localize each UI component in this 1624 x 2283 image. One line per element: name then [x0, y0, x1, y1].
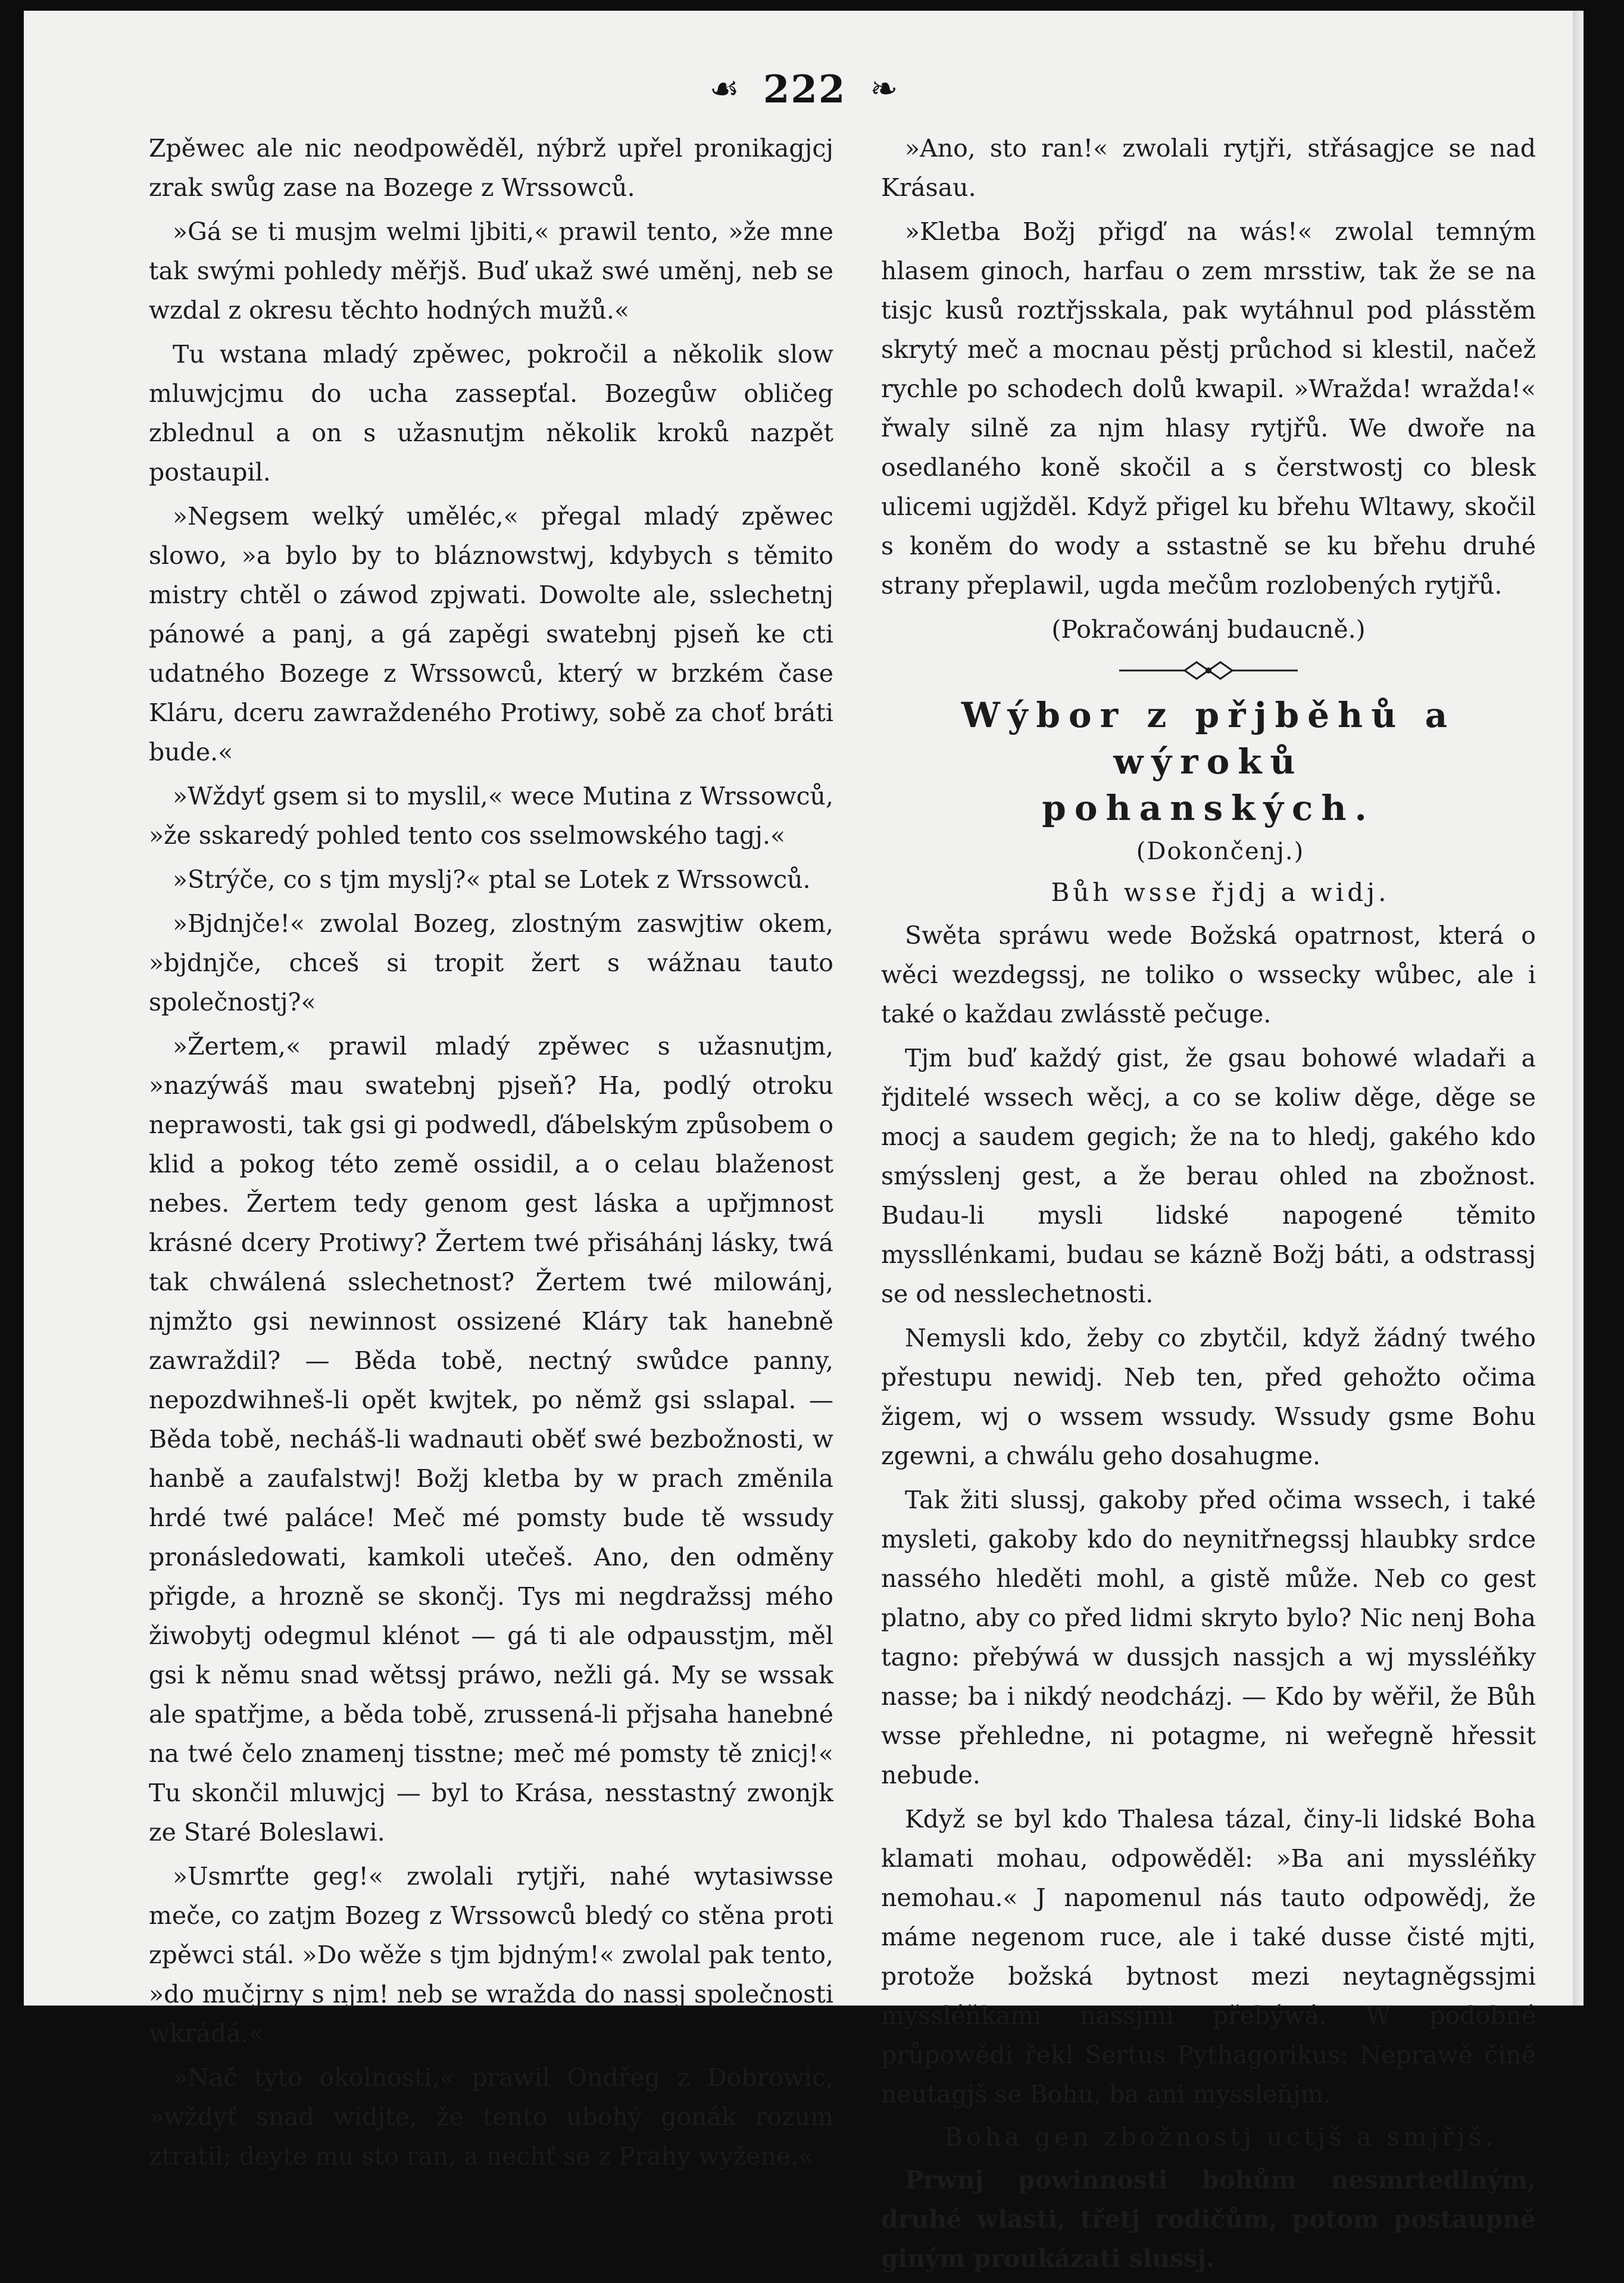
paragraph: »Bjdnjče!« zwolal Bozeg, zlostným zaswjtiw okem, »bjdnjče, chceš si tropit žert s wážnau tauto společnostj?«	[149, 909, 833, 1016]
paragraph: Tak žiti slussj, gakoby před očima wssech, i také mysleti, gakoby kdo do neynitřnegssj hlaubky srdce nassého hleděti mohl, a gistě může. Neb co gest platno, aby co před lidmi skryto bylo? Nic nenj Boha tagno: přebýwá w dussjch nassjch a wj myssléňky nasse; ba i nikdý neodcházj. — Kdo by wěřil, že Bůh wsse přehledne, ni potagme, ni weřegně hřessit nebude.	[881, 1486, 1536, 1789]
paragraph: Když se byl kdo Thalesa tázal, činy-li lidské Boha klamati mohau, odpowěděl: »Ba ani myssléňky nemohau.« J napomenul nás tauto odpowědj, že máme negenom ruce, ale i také dusse čisté mjti, protože božská bytnost mezi neytagněgssjmi myssléňkami nassjmi přebýwá. W podobné průpowědi řekl Sertus Pythagorikus: Neprawě čině neutagjš se Bohu, ba ani myssleňjm.	[881, 1805, 1536, 2109]
paragraph: »Strýče, co s tjm myslj?« ptal se Lotek z Wrssowců.	[173, 865, 811, 894]
section-divider-ornament	[881, 654, 1536, 687]
left-column	[149, 129, 833, 2181]
paragraph: Swěta spráwu wede Božská opatrnost, která o wěci wezdegssj, ne toliko o wssecky wůbec, ale i také o každau zwlásstě pečuge.	[881, 921, 1536, 1028]
section-title	[881, 692, 1536, 831]
motto-heading: Boha gen zbožnostj uctjš a smjřjš.	[944, 2122, 1497, 2151]
section-title-line-1: Wýbor z přjběhů a wýroků	[961, 695, 1456, 782]
paragraph: »Ano, sto ran!« zwolali rytjři, střásagjce se nad Krásau.	[881, 134, 1536, 202]
paragraph: Prwnj powinnosti bohům nesmrtedlným, druhé wlasti, třetj rodičům, potom postaupně giným proukázati slussj.	[881, 2166, 1536, 2273]
right-column	[881, 129, 1536, 2283]
paragraph: Tjm buď každý gist, že gsau bohowé wladaři a řjditelé wssech wěcj, a co se koliw děge, děge se mocj a saudem gegich; že na to hledj, gakého kdo smýsslenj gest, a že berau ohled na zbožnost. Budau-li mysli lidské napogené těmito myssllénkami, budau se kázně Božj báti, a odstrassj se od nesslechetnosti.	[881, 1044, 1536, 1308]
paragraph: »Gá se ti musjm welmi ljbiti,« prawil tento, »že mne tak swými pohledy měřjš. Buď ukaž swé uměnj, neb se wzdal z okresu těchto hodných mužů.«	[149, 217, 833, 325]
page-number: 222	[763, 67, 847, 112]
section-title-line-2: pohanských.	[1042, 788, 1375, 828]
paragraph: »Wždyť gsem si to myslil,« wece Mutina z Wrssowců, »že sskaredý pohled tento cos sselmowského tagj.«	[149, 782, 833, 850]
paragraph: Tu wstana mladý zpěwec, pokročil a několik slow mluwjcjmu do ucha zassepťal. Bozegůw obličeg zblednul a on s užasnutjm několik kroků nazpět postaupil.	[149, 340, 833, 486]
paragraph: Zpěwec ale nic neodpowěděl, nýbrž upřel pronikagjcj zrak swůg zase na Bozege z Wrssowců.	[149, 134, 833, 202]
section-subtitle: (Dokončenj.)	[1136, 838, 1305, 865]
left-ornament-icon: ☙	[709, 70, 739, 108]
paragraph: »Žertem,« prawil mladý zpěwec s užasnutjm, »nazýwáš mau swatebnj pjseň? Ha, podlý otroku neprawosti, tak gsi gi podwedl, ďábelským způsobem o klid a pokog této země ossidil, a o celau blaženost nebes. Žertem tedy genom gest láska a upřjmnost krásné dcery Protiwy? Žertem twé přisáhánj lásky, twá tak chwálená sslechetnost? Žertem twé milowánj, njmžto gsi newinnost ossizené Kláry tak hanebně zawraždil? — Běda tobě, nectný swůdce panny, nepozdwihneš-li opět kwjtek, po němž gsi sslapal. — Běda tobě, necháš-li wadnauti oběť swé bezbožnosti, w hanbě a zaufalstwj! Božj kletba by w prach změnila hrdé twé paláce! Meč mé pomsty bude tě wssudy pronásledowati, kamkoli utečeš. Ano, den odměny přigde, a hrozně se skončj. Tys mi negdražssj mého žiwobytj odegmul klénot — gá ti ale odpausstjm, měl gsi k němu snad wětssj práwo, nežli gá. My se wssak ale spatřjme, a běda tobě, zrussená-li přjsaha hanebné na twé čelo znamenj tisstne; meč mé pomsty tě znicj!« Tu skončil mluwjcj — byl to Krása, nesstastný zwonjk ze Staré Boleslawi.	[149, 1032, 833, 1847]
paragraph: Nemysli kdo, žeby co zbytčil, když žádný twého přestupu newidj. Neb ten, před gehožto očima žigem, wj o wssem wssudy. Wssudy gsme Bohu zgewni, a chwálu geho dosahugme.	[881, 1324, 1536, 1470]
page-header	[24, 66, 1584, 113]
right-ornament-icon: ❧	[870, 70, 898, 108]
page-edge-shadow	[1573, 11, 1584, 2006]
paragraph: »Kletba Božj přigď na wás!« zwolal temným hlasem ginoch, harfau o zem mrsstiw, tak že se na tisjc kusů roztřjsskala, pak wytáhnul pod plásstěm skrytý meč a mocnau pěstj průchod si klestil, načež rychle po schodech dolů kwapil. »Wražda! wražda!« řwaly silně za njm hlasy rytjřů. We dwoře na osedlaného koně skočil a s čerstwostj co blesk ulicemi ugjžděl. Když přigel ku břehu Wltawy, skočil s koněm do wody a sstastně se ku břehu druhé strany přeplawil, ugda mečům rozlobených rytjřů.	[881, 217, 1536, 600]
paragraph: »Negsem welký uměléc,« přegal mladý zpěwec slowo, »a bylo by to bláznowstwj, kdybych s těmito mistry chtěl o záwod zpjwati. Dowolte ale, sslechetnj pánowé a panj, a gá zapěgi swatebnj pjseň ke cti udatného Bozege z Wrssowců, který w brzkém čase Kláru, dceru zawraždeného Protiwy, sobě za choť bráti bude.«	[149, 502, 833, 766]
motto-heading: Bůh wsse řjdj a widj.	[1051, 878, 1390, 907]
paragraph: »Nač tyto okolnosti,« prawil Ondřeg z Dobrowic, »wždyť snad widjte, že tento ubohý gonák rozum ztratil; deyte mu sto ran, a nechť se z Prahy wyžene.«	[149, 2063, 833, 2170]
paragraph: »Usmrťte geg!« zwolali rytjři, nahé wytasiwsse meče, co zatjm Bozeg z Wrssowců bledý co stěna proti zpěwci stál. »Do wěže s tjm bjdným!« zwolal pak tento, »do mučjrny s njm! neb se wražda do nassj společnosti wkrádá.«	[149, 1862, 833, 2048]
continuation-note: (Pokračowánj budaucně.)	[1051, 615, 1366, 644]
divider-flourish-icon	[1113, 659, 1304, 682]
page-sheet	[24, 11, 1584, 2273]
